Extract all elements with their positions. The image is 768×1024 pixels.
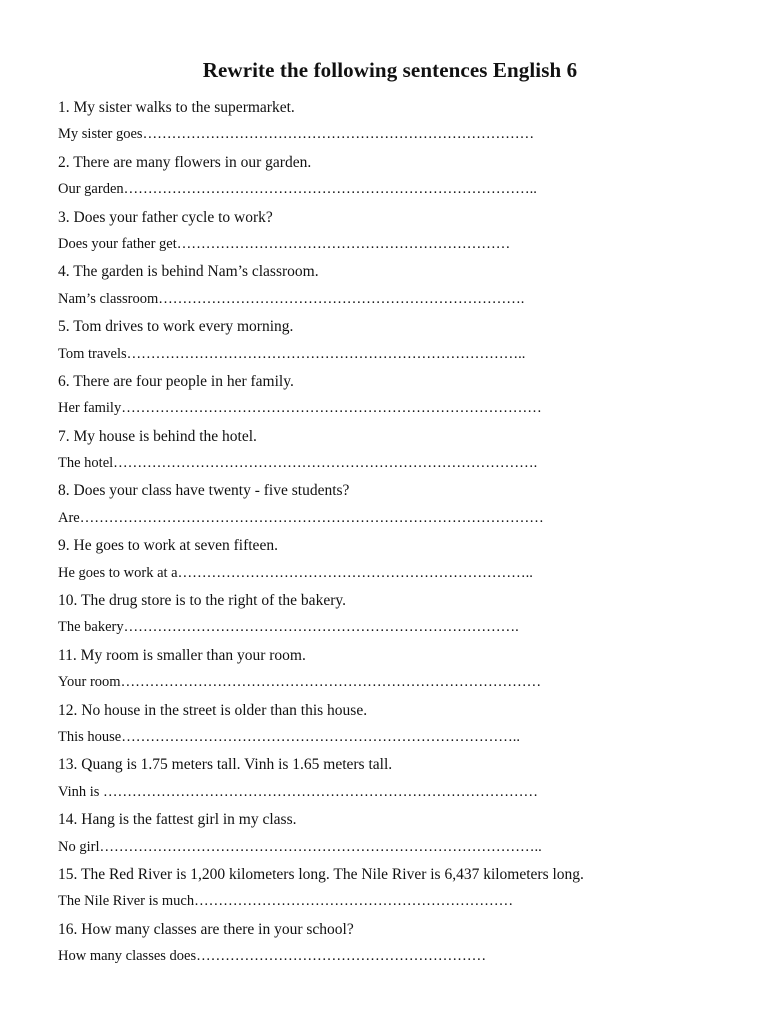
question-7: 7. My house is behind the hotel.: [58, 427, 257, 445]
answer-line-7: The hotel…………………………………………………………………………….: [58, 455, 538, 472]
answer-line-4: Nam’s classroom………………………………………………………………….: [58, 290, 525, 307]
question-16: 16. How many classes are there in your school?: [58, 920, 354, 938]
answer-line-3: Does your father get……………………………………………………………: [58, 235, 511, 252]
answer-line-13: Vinh is ………………………………………………………………………………: [58, 783, 539, 800]
question-6: 6. There are four people in her family.: [58, 372, 294, 390]
answer-line-6: Her family……………………………………………………………………………: [58, 400, 542, 417]
question-15: 15. The Red River is 1,200 kilometers long. The Nile River is 6,437 kilometers long.: [58, 865, 584, 883]
answer-line-1: My sister goes………………………………………………………………………: [58, 126, 535, 143]
answer-line-16: How many classes does……………………………………………………: [58, 948, 487, 965]
answer-line-5: Tom travels………………………………………………………………………..: [58, 345, 526, 362]
answer-line-10: The bakery……………………………………………………………………….: [58, 619, 519, 636]
exercise-list: [58, 94, 748, 971]
answer-line-15: The Nile River is much…………………………………………………………: [58, 893, 514, 910]
question-13: 13. Quang is 1.75 meters tall. Vinh is 1.65 meters tall.: [58, 756, 393, 774]
question-12: 12. No house in the street is older than this house.: [58, 701, 368, 719]
answer-line-12: This house………………………………………………………………………..: [58, 728, 520, 745]
answer-line-11: Your room……………………………………………………………………………: [58, 674, 542, 691]
question-3: 3. Does your father cycle to work?: [58, 208, 273, 226]
question-8: 8. Does your class have twenty - five students?: [58, 482, 350, 500]
answer-line-2: Our garden…………………………………………………………………………..: [58, 181, 537, 198]
question-9: 9. He goes to work at seven fifteen.: [58, 537, 278, 555]
answer-line-14: No girl………………………………………………………………………………..: [58, 838, 542, 855]
question-2: 2. There are many flowers in our garden.: [58, 153, 312, 171]
question-11: 11. My room is smaller than your room.: [58, 646, 306, 664]
question-10: 10. The drug store is to the right of the bakery.: [58, 592, 346, 610]
answer-line-8: Are……………………………………………………………………………………: [58, 509, 544, 526]
worksheet-title: Rewrite the following sentences English 6: [202, 58, 578, 82]
question-14: 14. Hang is the fattest girl in my class.: [58, 811, 297, 829]
question-5: 5. Tom drives to work every morning.: [58, 318, 294, 336]
answer-line-9: He goes to work at a………………………………………………………………..: [58, 564, 533, 581]
question-4: 4. The garden is behind Nam’s classroom.: [58, 263, 319, 281]
question-1: 1. My sister walks to the supermarket.: [58, 99, 295, 116]
